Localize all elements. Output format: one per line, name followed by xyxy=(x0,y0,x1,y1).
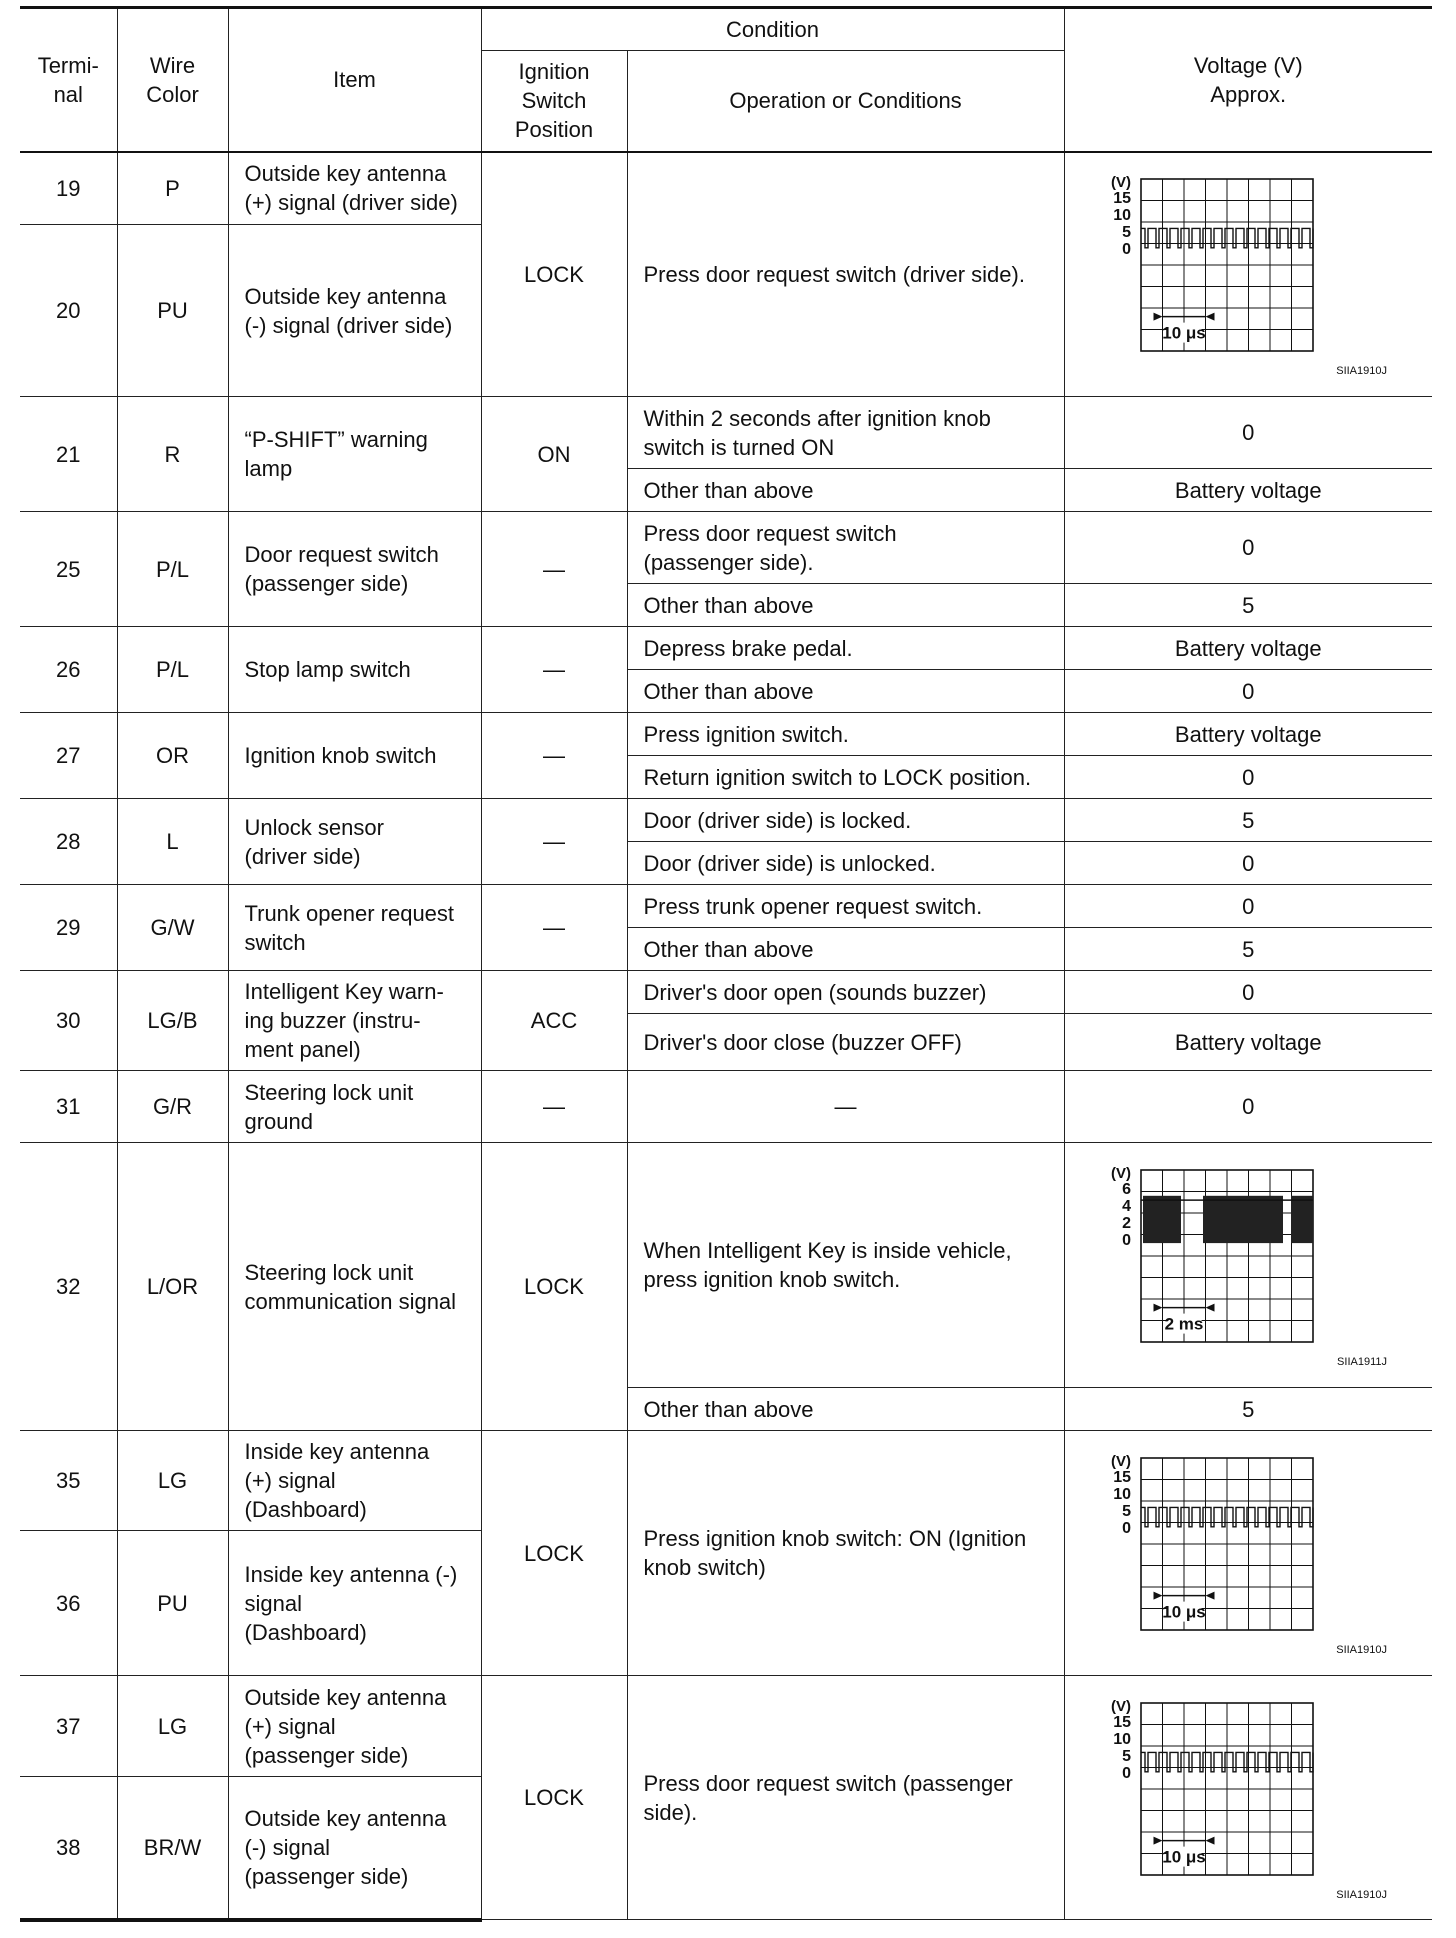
wire-color-cell: G/R xyxy=(117,1071,228,1143)
voltage-cell: 5 xyxy=(1064,1388,1432,1431)
item-cell: “P-SHIFT” warning lamp xyxy=(228,397,481,512)
terminal-cell: 38 xyxy=(20,1777,117,1920)
ignition-cell: LOCK xyxy=(481,1676,627,1920)
scope-time-label: 10 μs xyxy=(1162,323,1207,343)
table-row-26 xyxy=(20,627,1432,670)
voltage-cell: 0 xyxy=(1064,1071,1432,1143)
table-row-29 xyxy=(20,885,1432,928)
wire-color-cell: L xyxy=(117,799,228,885)
item-cell: Outside key antenna (+) signal (passenger side) xyxy=(228,1676,481,1777)
voltage-cell: 0 xyxy=(1064,670,1432,713)
condition-cell: When Intelligent Key is inside vehicle, press ignition knob switch. xyxy=(627,1143,1064,1388)
figure-reference-code: SIIA1910J xyxy=(1336,365,1388,378)
voltage-waveform-cell xyxy=(1064,1431,1432,1676)
ignition-cell: — xyxy=(481,627,627,713)
scope-unit-label: (V) xyxy=(1111,1453,1132,1470)
condition-cell: Door (driver side) is unlocked. xyxy=(627,842,1064,885)
table-row-32 xyxy=(20,1143,1432,1388)
voltage-waveform-cell xyxy=(1064,1143,1432,1388)
wire-color-cell: G/W xyxy=(117,885,228,971)
voltage-cell: 0 xyxy=(1064,512,1432,584)
condition-cell: Within 2 seconds after ignition knob switch is turned ON xyxy=(627,397,1064,469)
oscilloscope-waveform xyxy=(1103,1448,1393,1658)
item-cell: Stop lamp switch xyxy=(228,627,481,713)
scope-tick-label: 0 xyxy=(1122,241,1132,259)
wire-color-cell: PU xyxy=(117,225,228,397)
oscilloscope-waveform xyxy=(1103,1160,1393,1370)
terminal-cell: 32 xyxy=(20,1143,117,1431)
wire-color-cell: P xyxy=(117,152,228,225)
terminal-cell: 26 xyxy=(20,627,117,713)
scope-unit-label: (V) xyxy=(1111,174,1132,192)
condition-cell: Press door request switch (passenger side). xyxy=(627,1676,1064,1920)
condition-cell: Other than above xyxy=(627,928,1064,971)
table-row-35 xyxy=(20,1431,1432,1531)
scope-tick-label: 4 xyxy=(1122,1198,1132,1215)
voltage-cell: 0 xyxy=(1064,397,1432,469)
item-cell: Inside key antenna (+) signal (Dashboard) xyxy=(228,1431,481,1531)
voltage-waveform-cell xyxy=(1064,1676,1432,1920)
ignition-cell: — xyxy=(481,713,627,799)
terminal-cell: 29 xyxy=(20,885,117,971)
voltage-cell: Battery voltage xyxy=(1064,1014,1432,1071)
condition-cell: Other than above xyxy=(627,469,1064,512)
header-ignition-position: Ignition Switch Position xyxy=(481,51,627,152)
voltage-cell: 5 xyxy=(1064,584,1432,627)
voltage-cell: 0 xyxy=(1064,885,1432,928)
voltage-cell: Battery voltage xyxy=(1064,713,1432,756)
terminal-cell: 36 xyxy=(20,1531,117,1676)
terminal-cell: 35 xyxy=(20,1431,117,1531)
condition-cell: Depress brake pedal. xyxy=(627,627,1064,670)
item-cell: Inside key antenna (-) signal (Dashboard) xyxy=(228,1531,481,1676)
terminal-cell: 37 xyxy=(20,1676,117,1777)
condition-cell: — xyxy=(627,1071,1064,1143)
scope-unit-label: (V) xyxy=(1111,1165,1132,1182)
oscilloscope-waveform xyxy=(1103,1693,1393,1903)
voltage-cell: 0 xyxy=(1064,842,1432,885)
wire-color-cell: OR xyxy=(117,713,228,799)
scope-tick-label: 10 xyxy=(1113,1730,1132,1748)
item-cell: Steering lock unit communication signal xyxy=(228,1143,481,1431)
table-row-28 xyxy=(20,799,1432,842)
scope-tick-label: 10 xyxy=(1113,1486,1132,1503)
terminal-cell: 27 xyxy=(20,713,117,799)
ignition-cell: — xyxy=(481,799,627,885)
wire-color-cell: LG xyxy=(117,1676,228,1777)
table-row-19 xyxy=(20,152,1432,225)
scope-tick-label: 0 xyxy=(1122,1764,1132,1782)
terminal-spec-table xyxy=(20,6,1432,1922)
table-row-37 xyxy=(20,1676,1432,1777)
ignition-cell: ON xyxy=(481,397,627,512)
scope-tick-label: 0 xyxy=(1122,1232,1132,1249)
terminal-cell: 19 xyxy=(20,152,117,225)
voltage-cell: 5 xyxy=(1064,928,1432,971)
wire-color-cell: BR/W xyxy=(117,1777,228,1920)
voltage-cell: Battery voltage xyxy=(1064,469,1432,512)
ignition-cell: LOCK xyxy=(481,1143,627,1431)
scope-tick-label: 10 xyxy=(1113,207,1132,225)
item-cell: Outside key antenna (-) signal (driver side) xyxy=(228,225,481,397)
voltage-cell: 0 xyxy=(1064,971,1432,1014)
condition-cell: Other than above xyxy=(627,1388,1064,1431)
ignition-cell: — xyxy=(481,1071,627,1143)
condition-cell: Other than above xyxy=(627,670,1064,713)
terminal-cell: 25 xyxy=(20,512,117,627)
wire-color-cell: PU xyxy=(117,1531,228,1676)
scope-tick-label: 2 xyxy=(1122,1215,1132,1232)
table-row-25 xyxy=(20,512,1432,584)
scope-burst xyxy=(1291,1196,1313,1243)
figure-reference-code: SIIA1911J xyxy=(1337,1356,1388,1368)
condition-cell: Press door request switch (driver side). xyxy=(627,152,1064,397)
condition-cell: Return ignition switch to LOCK position. xyxy=(627,756,1064,799)
scope-tick-label: 5 xyxy=(1122,1747,1132,1765)
terminal-cell: 28 xyxy=(20,799,117,885)
ignition-cell: LOCK xyxy=(481,1431,627,1676)
figure-reference-code: SIIA1910J xyxy=(1336,1644,1388,1656)
table-row-21 xyxy=(20,397,1432,469)
condition-cell: Press ignition switch. xyxy=(627,713,1064,756)
voltage-cell: 5 xyxy=(1064,799,1432,842)
item-cell: Intelligent Key warn- ing buzzer (instru- ment panel) xyxy=(228,971,481,1071)
condition-cell: Driver's door open (sounds buzzer) xyxy=(627,971,1064,1014)
table-row-27 xyxy=(20,713,1432,756)
scope-tick-label: 0 xyxy=(1122,1520,1132,1537)
scope-tick-label: 5 xyxy=(1122,1503,1132,1520)
header-condition: Condition xyxy=(481,8,1064,51)
wire-color-cell: LG/B xyxy=(117,971,228,1071)
header-wire-color: Wire Color xyxy=(117,8,228,152)
condition-cell: Press trunk opener request switch. xyxy=(627,885,1064,928)
terminal-cell: 21 xyxy=(20,397,117,512)
item-cell: Outside key antenna (-) signal (passenger side) xyxy=(228,1777,481,1920)
wire-color-cell: LG xyxy=(117,1431,228,1531)
item-cell: Unlock sensor (driver side) xyxy=(228,799,481,885)
item-cell: Trunk opener request switch xyxy=(228,885,481,971)
condition-cell: Door (driver side) is locked. xyxy=(627,799,1064,842)
scope-tick-label: 15 xyxy=(1113,190,1132,208)
item-cell: Outside key antenna (+) signal (driver side) xyxy=(228,152,481,225)
condition-cell: Driver's door close (buzzer OFF) xyxy=(627,1014,1064,1071)
item-cell: Steering lock unit ground xyxy=(228,1071,481,1143)
oscilloscope-waveform xyxy=(1103,169,1393,379)
ignition-cell: — xyxy=(481,512,627,627)
wire-color-cell: P/L xyxy=(117,512,228,627)
scope-burst xyxy=(1203,1196,1283,1243)
table-row-30 xyxy=(20,971,1432,1014)
ignition-cell: LOCK xyxy=(481,152,627,397)
figure-reference-code: SIIA1910J xyxy=(1336,1888,1388,1901)
wire-color-cell: P/L xyxy=(117,627,228,713)
header-operation: Operation or Conditions xyxy=(627,51,1064,152)
terminal-cell: 20 xyxy=(20,225,117,397)
item-cell: Ignition knob switch xyxy=(228,713,481,799)
voltage-cell: 0 xyxy=(1064,756,1432,799)
condition-cell: Press ignition knob switch: ON (Ignition knob switch) xyxy=(627,1431,1064,1676)
voltage-waveform-cell xyxy=(1064,152,1432,397)
table-row-31 xyxy=(20,1071,1432,1143)
item-cell: Door request switch (passenger side) xyxy=(228,512,481,627)
condition-cell: Press door request switch (passenger side). xyxy=(627,512,1064,584)
terminal-cell: 30 xyxy=(20,971,117,1071)
wire-color-cell: L/OR xyxy=(117,1143,228,1431)
scope-tick-label: 15 xyxy=(1113,1469,1132,1486)
header-item: Item xyxy=(228,8,481,152)
header-row xyxy=(20,8,1432,51)
scope-tick-label: 6 xyxy=(1122,1181,1132,1198)
scope-time-label: 2 ms xyxy=(1164,1314,1204,1334)
voltage-cell: Battery voltage xyxy=(1064,627,1432,670)
ignition-cell: ACC xyxy=(481,971,627,1071)
header-voltage: Voltage (V) Approx. xyxy=(1064,8,1432,152)
scope-time-label: 10 μs xyxy=(1162,1602,1207,1622)
scope-burst xyxy=(1143,1196,1181,1243)
ignition-cell: — xyxy=(481,885,627,971)
header-terminal: Termi- nal xyxy=(20,8,117,152)
scope-time-label: 10 μs xyxy=(1162,1847,1207,1867)
terminal-cell: 31 xyxy=(20,1071,117,1143)
condition-cell: Other than above xyxy=(627,584,1064,627)
scope-tick-label: 15 xyxy=(1113,1713,1132,1731)
wire-color-cell: R xyxy=(117,397,228,512)
scope-tick-label: 5 xyxy=(1122,224,1132,242)
scope-unit-label: (V) xyxy=(1111,1697,1132,1715)
